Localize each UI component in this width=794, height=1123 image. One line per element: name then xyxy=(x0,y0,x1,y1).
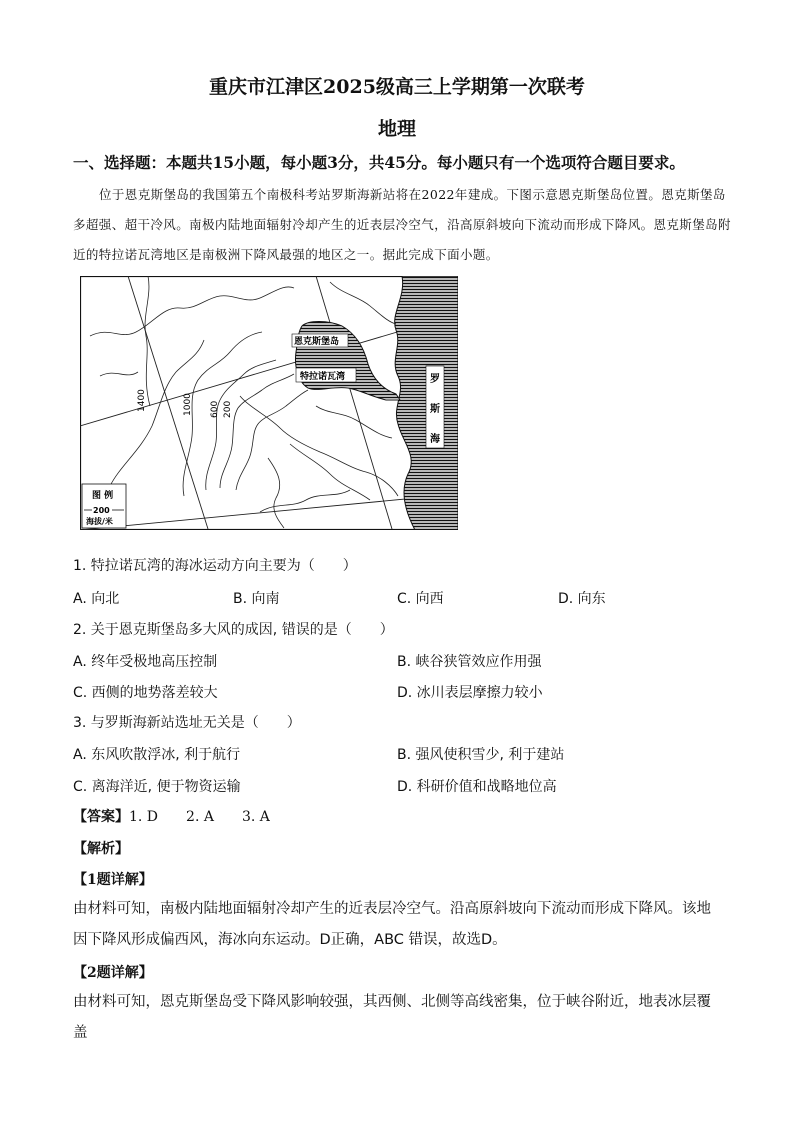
detail-1-text: 由材料可知，南极内陆地面辐射冷却产生的近表层冷空气。沿高原斜坡向下流动而形成下降风。该地因下降风形成偏西风，海冰向东运动。D正确，ABC 错误，故选D。 xyxy=(73,901,711,948)
map-figure xyxy=(80,276,458,530)
legend-unit: 海拔/米 xyxy=(86,517,113,526)
contour-label-1000: 1000 xyxy=(183,393,193,416)
question-2-option-d[interactable]: D. 冰川表层摩擦力较小 xyxy=(397,685,543,701)
contour-label-1400: 1400 xyxy=(137,389,147,412)
question-2-option-b[interactable]: B. 峡谷狭管效应作用强 xyxy=(397,654,542,670)
detail-2-text: 由材料可知，恩克斯堡岛受下降风影响较强，其西侧、北侧等高线密集，位于峡谷附近，地表冰层覆盖 xyxy=(73,994,711,1041)
question-1-stem: 1. 特拉诺瓦湾的海冰运动方向主要为（ ） xyxy=(73,558,357,574)
answer-label: 【答案】 xyxy=(73,809,129,825)
question-2-option-c[interactable]: C. 西侧的地势落差较大 xyxy=(73,685,218,701)
question-3-option-a[interactable]: A. 东风吹散浮冰, 利于航行 xyxy=(73,747,241,763)
question-1-option-d[interactable]: D. 向东 xyxy=(558,591,606,607)
question-1-option-b[interactable]: B. 向南 xyxy=(233,591,280,607)
intro-paragraph: 位于恩克斯堡岛的我国第五个南极科考站罗斯海新站将在2022年建成。下图示意恩克斯堡岛位置。恩克斯堡岛多超强、超干冷风。南极内陆地面辐射冷却产生的近表层冷空气，沿高原斜坡向下流动而形成下降风。恩克斯堡岛附近的特拉诺瓦湾地区是南极洲下降风最强的地区之一。据此完成下面小题。 xyxy=(73,187,731,262)
legend-value: 200 xyxy=(93,506,110,515)
answer-line xyxy=(73,806,270,826)
question-1-option-c[interactable]: C. 向西 xyxy=(397,591,444,607)
sea-label-char: 海 xyxy=(430,434,440,445)
answer-values: 1. D 2. A 3. A xyxy=(129,809,270,825)
question-3-option-b[interactable]: B. 强风使积雪少, 利于建站 xyxy=(397,747,565,763)
subject-title: 地理 xyxy=(377,118,416,140)
legend-title: 图 例 xyxy=(92,491,114,501)
sea-label-char: 罗 xyxy=(430,374,440,385)
question-3-option-d[interactable]: D. 科研价值和战略地位高 xyxy=(397,779,557,795)
analysis-label: 【解析】 xyxy=(73,841,129,857)
question-1-option-a[interactable]: A. 向北 xyxy=(73,591,120,607)
contour-label-600: 600 xyxy=(210,400,220,418)
question-2-stem: 2. 关于恩克斯堡岛多大风的成因, 错误的是（ ） xyxy=(73,622,394,638)
section-heading: 一、选择题：本题共15小题，每小题3分，共45分。每小题只有一个选项符合题目要求。 xyxy=(73,153,685,172)
question-3-option-c[interactable]: C. 离海洋近, 便于物资运输 xyxy=(73,779,241,795)
detail-2-label: 【2题详解】 xyxy=(73,965,153,981)
page-title: 重庆市江津区2025级高三上学期第一次联考 xyxy=(209,76,585,98)
question-2-option-a[interactable]: A. 终年受极地高压控制 xyxy=(73,654,218,670)
map-svg xyxy=(80,276,458,530)
sea-label-char: 斯 xyxy=(430,404,440,415)
contour-label-200: 200 xyxy=(223,400,233,418)
bay-label: 特拉诺瓦湾 xyxy=(300,372,346,382)
island-label: 恩克斯堡岛 xyxy=(294,337,340,347)
question-3-stem: 3. 与罗斯海新站选址无关是（ ） xyxy=(73,715,301,731)
detail-1-label: 【1题详解】 xyxy=(73,872,153,888)
